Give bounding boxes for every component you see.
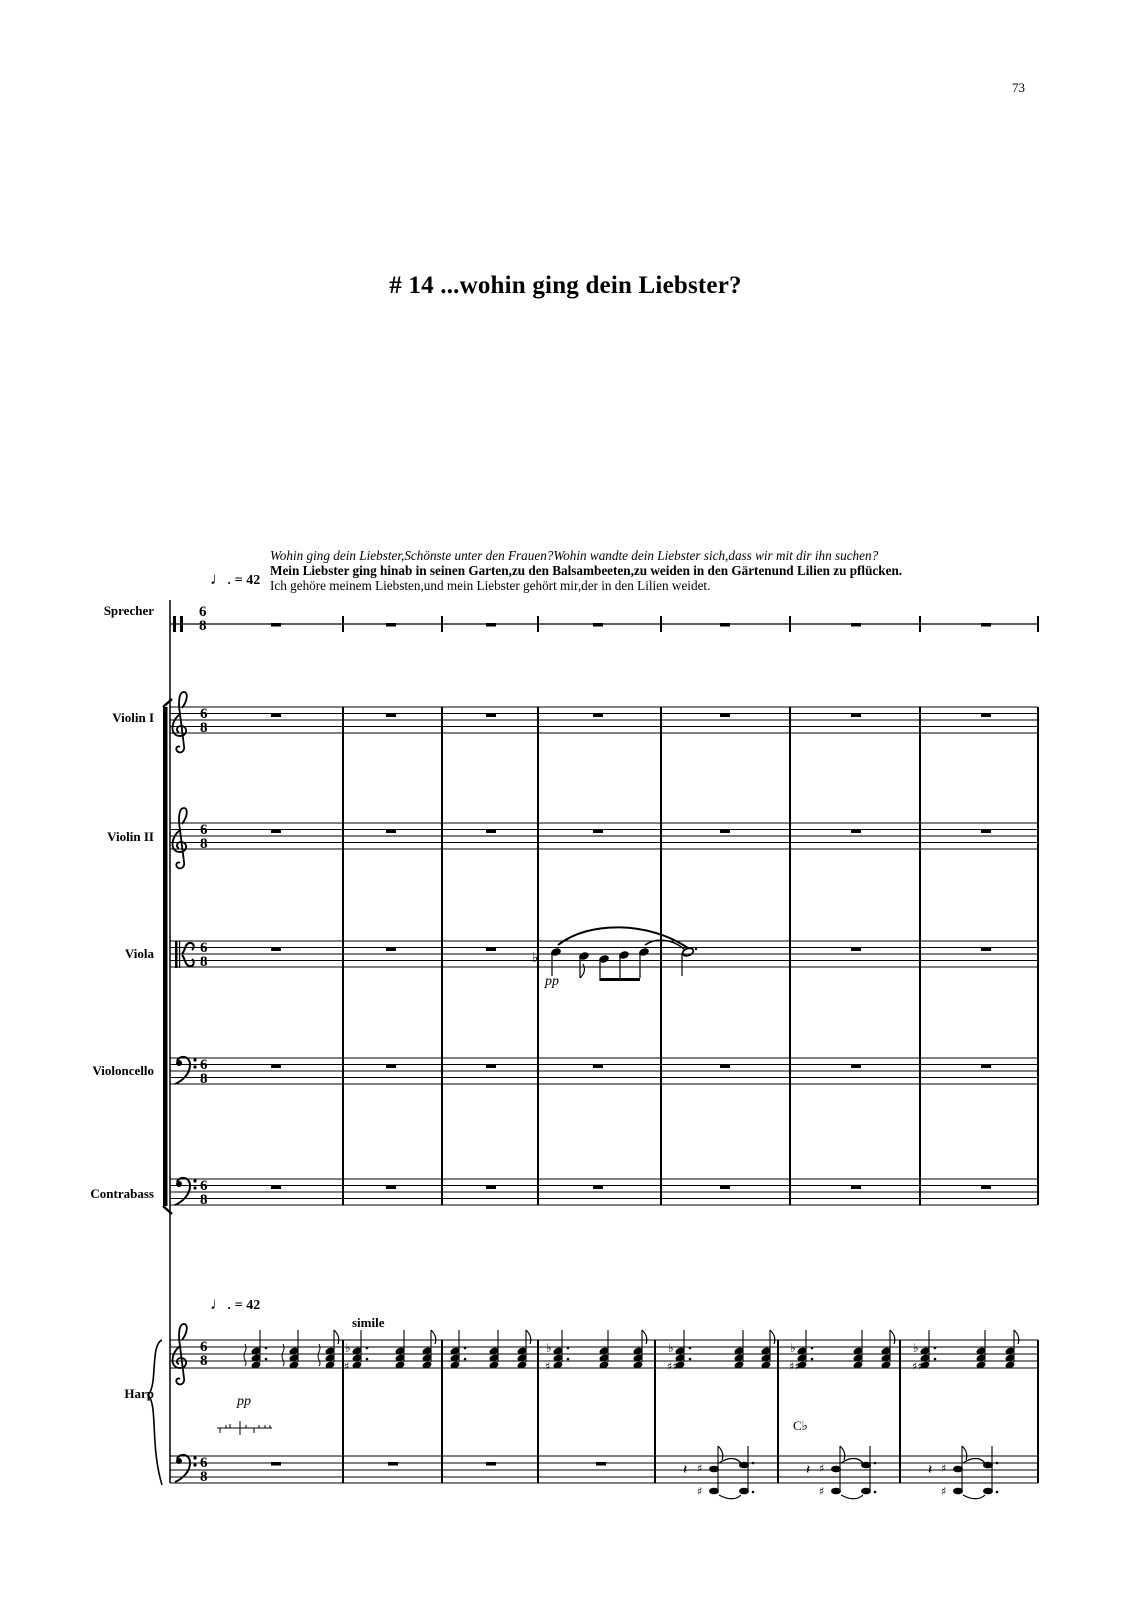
text-line-1: Wohin ging dein Liebster,Schönste unter den Frauen?Wohin wandte dein Liebster sich,dass wir mit dir ihn suchen? — [270, 548, 879, 563]
staff-violin-i — [170, 692, 1038, 849]
tempo-value: = 42 — [234, 573, 261, 588]
svg-text:♯: ♯ — [941, 1485, 947, 1498]
harp-bass-figures — [683, 1446, 998, 1499]
svg-text:♭: ♭ — [345, 1341, 351, 1355]
harp-bass-staff — [170, 1455, 1038, 1485]
svg-text:♯♯: ♯♯ — [912, 1360, 923, 1373]
svg-text:♯: ♯ — [697, 1485, 703, 1498]
svg-text:♭: ♭ — [668, 1341, 674, 1355]
harp-chords — [244, 1330, 1019, 1373]
harp-dynamic: pp — [237, 1394, 251, 1409]
svg-text:♭: ♭ — [546, 1341, 552, 1355]
svg-text:♯: ♯ — [697, 1462, 703, 1475]
instrument-label-harp: Harp — [124, 1386, 154, 1401]
instrument-label-sprecher: Sprecher — [103, 603, 154, 618]
svg-text:♯: ♯ — [545, 1360, 551, 1373]
instrument-label-violin-1: Violin I — [112, 710, 154, 725]
staff-violoncello — [170, 1057, 1038, 1205]
harp-pedal-diagram — [217, 1421, 272, 1435]
instrument-label-contrabass: Contrabass — [90, 1186, 154, 1201]
text-line-2: Mein Liebster ging hinab in seinen Garten,zu den Balsambeeten,zu weiden in den Gärtenund Lilien zu pflücken. — [270, 563, 903, 578]
staff-sprecher — [170, 604, 1038, 634]
svg-text:♯: ♯ — [819, 1462, 825, 1475]
staff-contrabass — [170, 1178, 1038, 1208]
viola-dynamic: pp — [545, 974, 559, 989]
page-number: 73 — [1012, 80, 1025, 95]
instrument-label-violoncello: Violoncello — [92, 1063, 154, 1078]
svg-text:𝄽: 𝄽 — [683, 1462, 688, 1478]
svg-text:♭: ♭ — [532, 950, 539, 966]
text-line-3: Ich gehöre meinem Liebsten,und mein Liebster gehört mir,der in den Lilien weidet. — [270, 578, 711, 593]
instrument-label-violin-2: Violin II — [107, 829, 154, 844]
svg-text:𝄽: 𝄽 — [928, 1462, 933, 1478]
svg-text:𝄽: 𝄽 — [806, 1462, 811, 1478]
score-notation: 6 8 ♭ ♭♯♭♯♭♯♯♭♯♯♭♯♯ 𝄽 ♯♯𝄽 ♯♯𝄽 ♯♯ — [0, 0, 1131, 1600]
svg-text:♯♯: ♯♯ — [789, 1360, 800, 1373]
instrument-label-viola: Viola — [124, 946, 154, 961]
simile-marking: simile — [352, 1315, 385, 1330]
page-title: # 14 ...wohin ging dein Liebster? — [389, 272, 742, 299]
svg-text:♯: ♯ — [941, 1462, 947, 1475]
svg-text:♭: ♭ — [790, 1341, 796, 1355]
svg-text:♯: ♯ — [344, 1360, 350, 1373]
dotted-quarter-icon: ♩. — [210, 1294, 232, 1313]
dotted-quarter-icon: ♩. — [210, 569, 232, 588]
tempo-value: = 42 — [234, 1298, 261, 1313]
svg-text:♭: ♭ — [913, 1341, 919, 1355]
svg-text:♯♯: ♯♯ — [667, 1360, 678, 1373]
harp-pedal-change: C♭ — [793, 1418, 808, 1433]
svg-text:♯: ♯ — [819, 1485, 825, 1498]
staff-violin-ii — [170, 808, 1038, 967]
